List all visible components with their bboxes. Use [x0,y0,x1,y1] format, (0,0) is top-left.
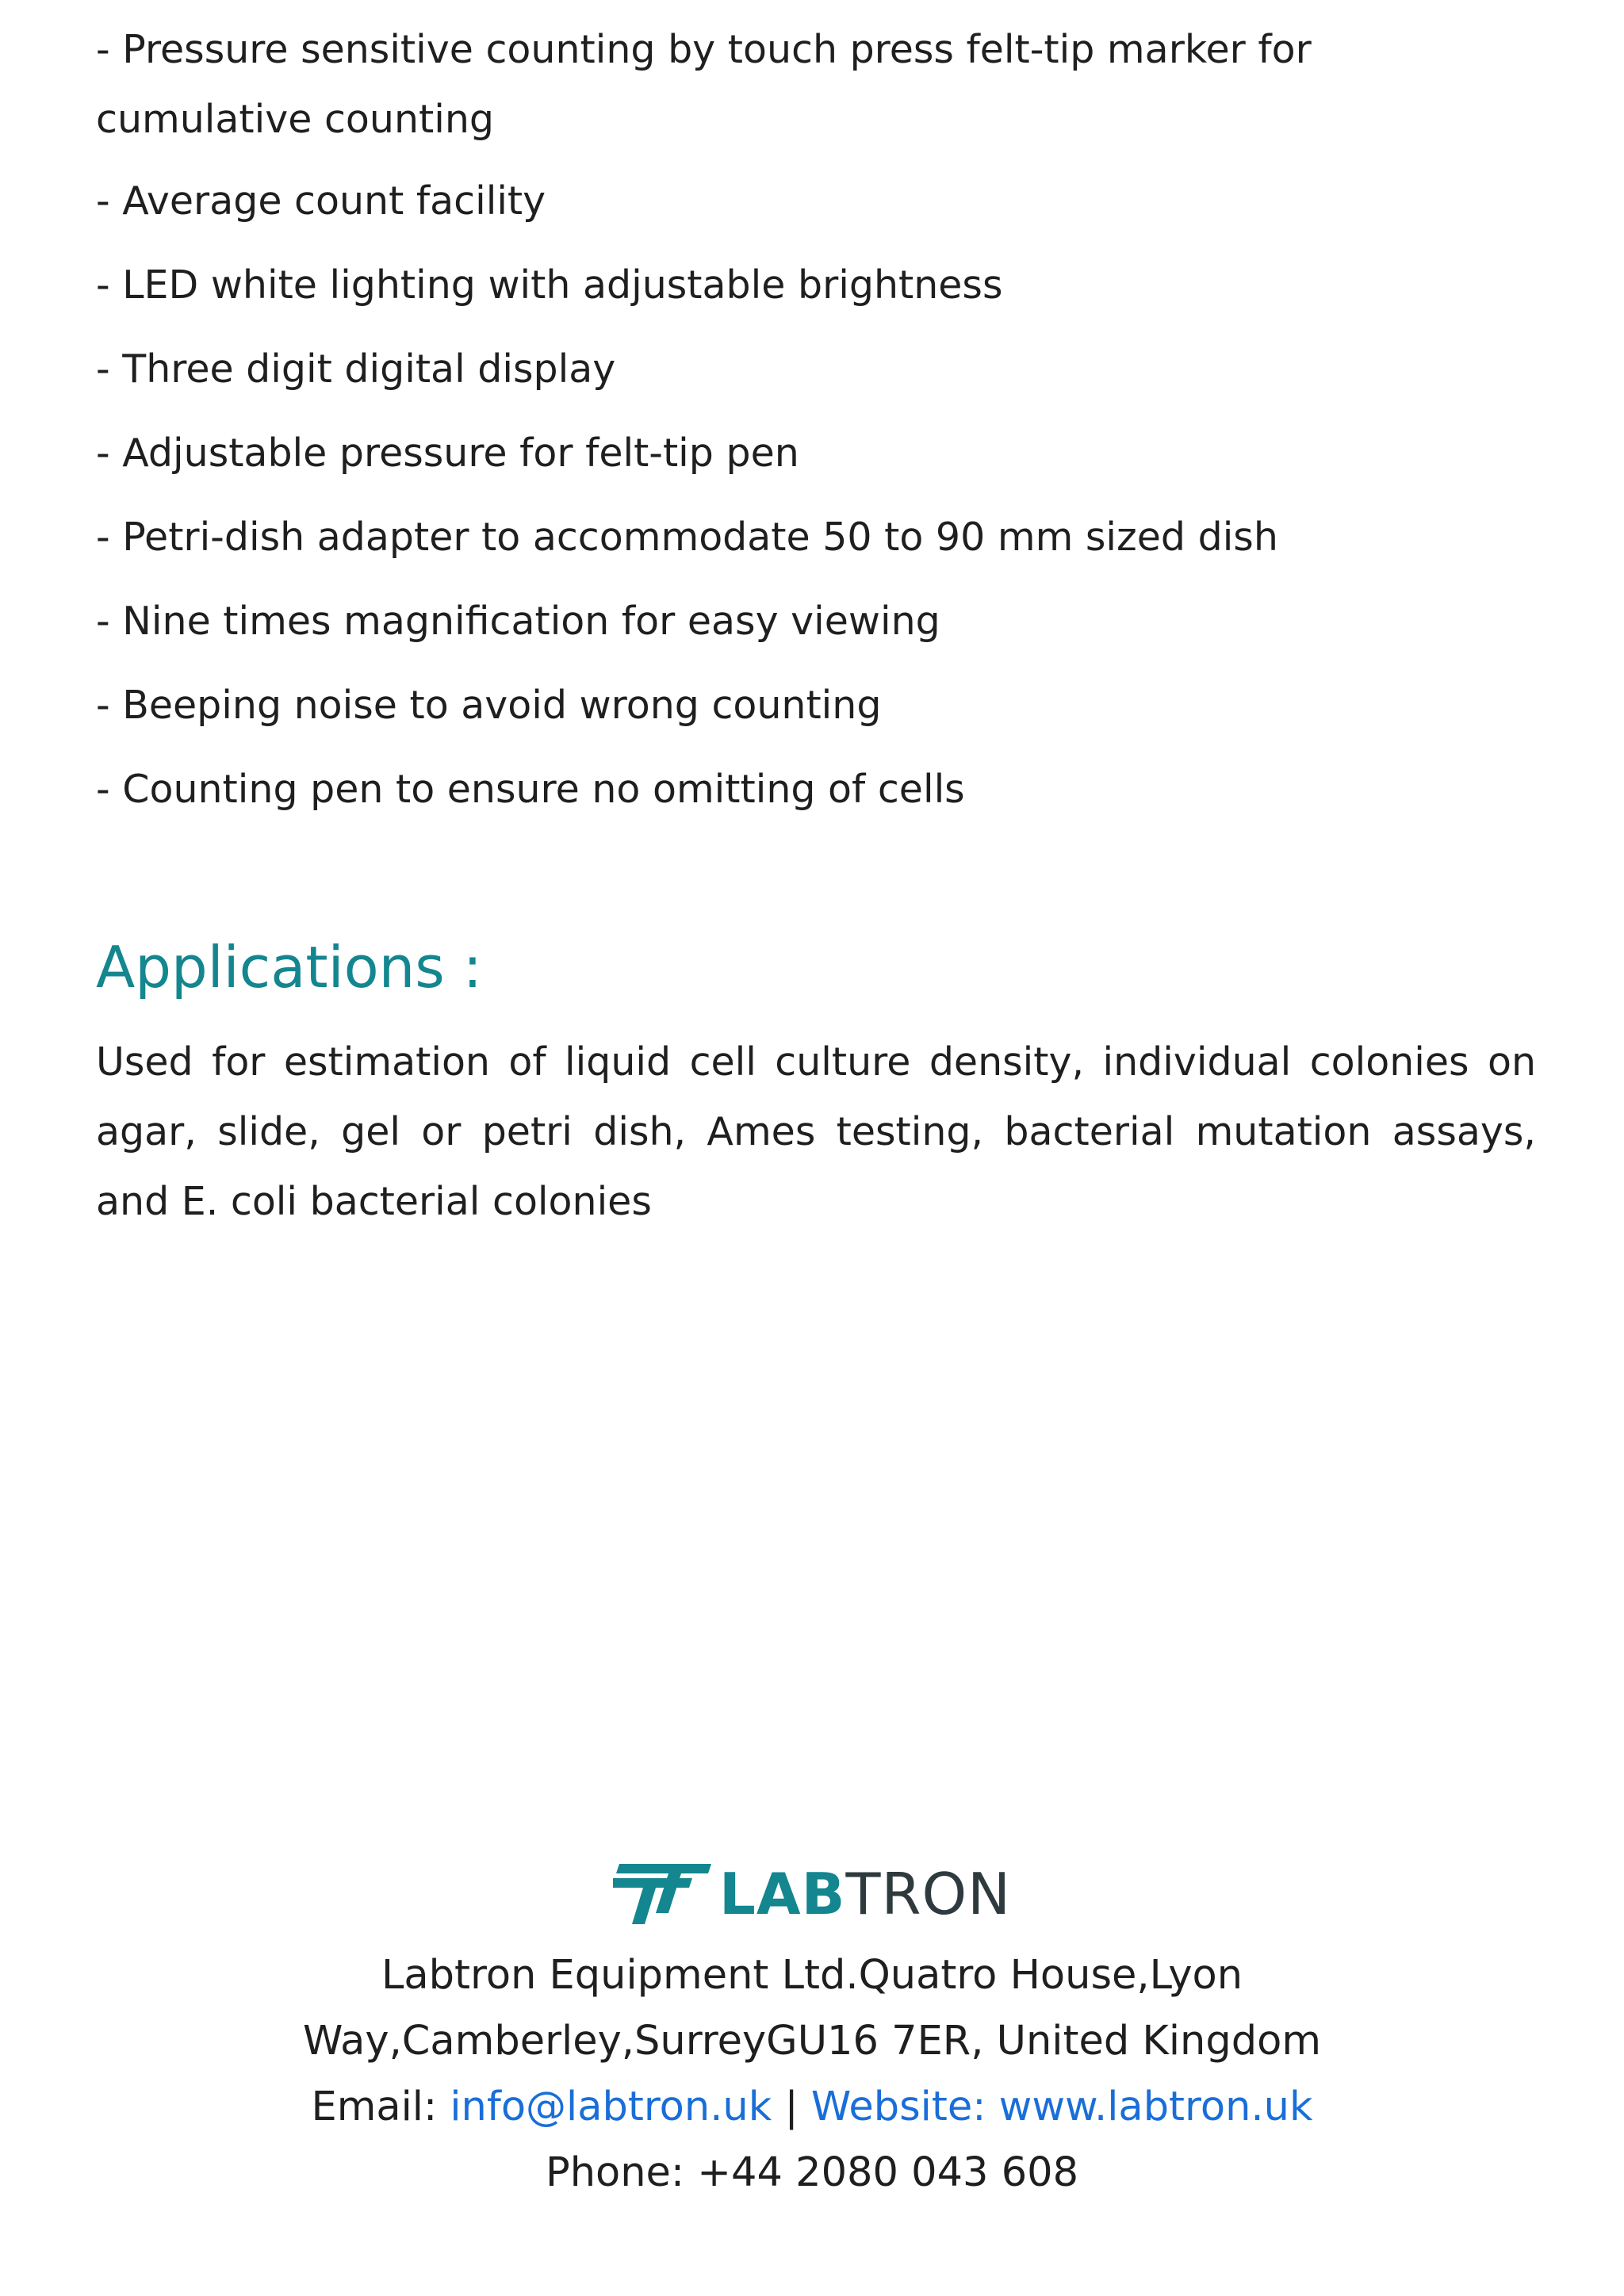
applications-heading: Applications : [96,934,482,1001]
email-label: Email: [311,2084,438,2130]
logo-tron-text: TRON [845,1861,1012,1927]
address-line: Labtron Equipment Ltd.Quatro House,Lyon [381,1952,1243,1999]
feature-item: - LED white lighting with adjustable brightness [96,262,1003,308]
footer [0,1858,1624,2206]
contact-line [0,2074,1624,2140]
address-block [0,1942,1624,2206]
applications-text: Used for estimation of liquid cell culture density, individual colonies on agar, slide, gel or petri dish, Ames testing, bacterial mutation assays, and E. coli bacterial colonies [96,1039,1536,1224]
feature-item: - Average count facility [96,178,546,224]
feature-item: - Counting pen to ensure no omitting of cells [96,767,965,812]
logo-wordmark [719,1858,1011,1930]
feature-item: - Pressure sensitive counting by touch press felt-tip marker for cumulative counting [96,27,1312,142]
phone-line: Phone: +44 2080 043 608 [545,2149,1079,2196]
website-link[interactable]: Website: www.labtron.uk [810,2084,1313,2130]
feature-item: - Adjustable pressure for felt-tip pen [96,430,799,476]
feature-item: - Petri-dish adapter to accommodate 50 to 90 mm sized dish [96,515,1278,560]
feature-item: - Beeping noise to avoid wrong counting [96,683,882,728]
feature-item: - Nine times magnification for easy viewing [96,599,940,644]
feature-item: - Three digit digital display [96,346,616,392]
labtron-logo [613,1858,1011,1930]
address-line: Way,Camberley,SurreyGU16 7ER, United Kingdom [302,2018,1321,2064]
email-link[interactable]: info@labtron.uk [450,2084,772,2130]
separator: | [784,2084,799,2130]
logo-lab-text: LAB [718,1861,846,1927]
labtron-mark-icon [613,1862,711,1926]
